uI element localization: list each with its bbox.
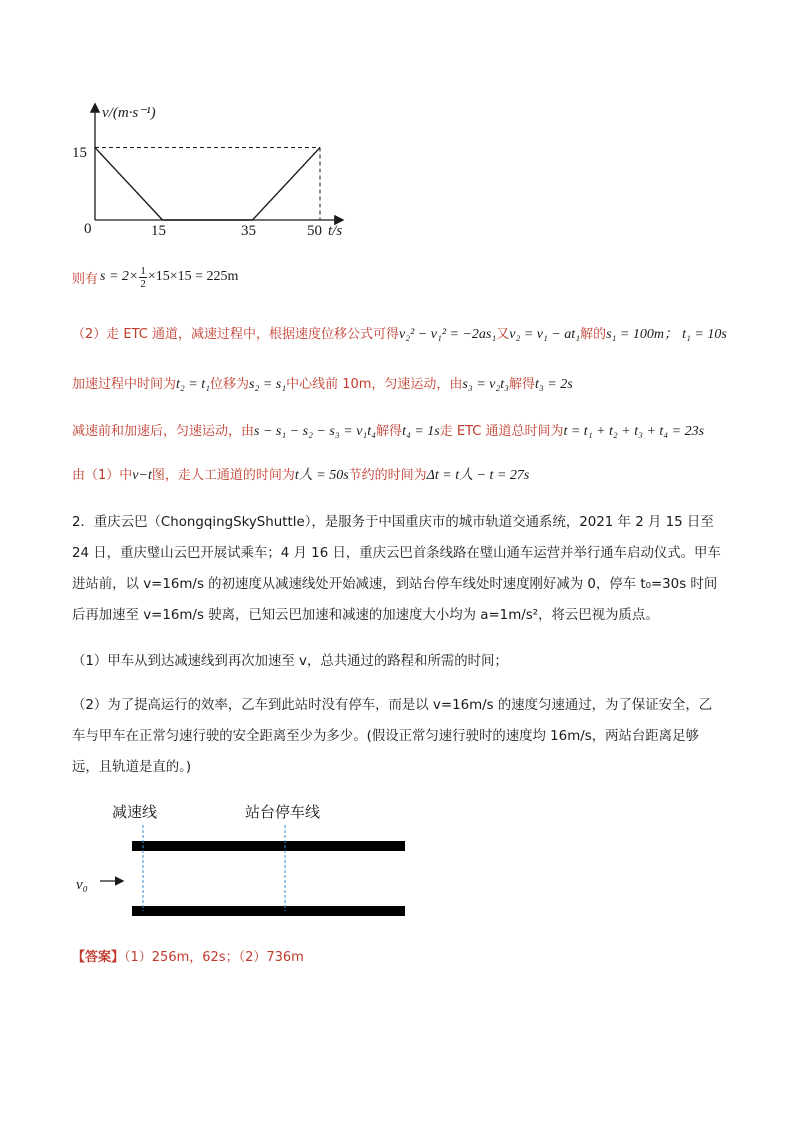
- problem-2-question-2: （2）为了提高运行的效率，乙车到此站时没有停车，而是以 v=16m/s 的速度匀速通过，为了保证安全，乙车与甲车在正常匀速行驶的安全距离至少为多少。(假设正常匀速行驶时的速度均 16m/s，两站台距离足够远，且轨道是直的。): [72, 698, 713, 775]
- fraction-numerator: 1: [140, 264, 146, 277]
- answer-tag: 【答案】: [72, 950, 125, 965]
- fraction-denominator: 2: [140, 277, 146, 290]
- line5-a: 由（1）中: [72, 468, 133, 483]
- line4-m3: t = t₁ + t₂ + t₃ + t₄ = 23s: [563, 424, 705, 439]
- line5-b: 图，走人工通道的时间为: [151, 468, 295, 483]
- line4-m2: t₄ = 1s: [402, 424, 440, 439]
- x-tick-15: 15: [151, 223, 166, 239]
- answer-line: [72, 946, 304, 965]
- stop-line-label: 站台停车线: [245, 803, 321, 821]
- line3-b: 位移为: [209, 377, 249, 392]
- line3-c: 中心线前 10m，匀速运动，由: [286, 377, 463, 392]
- line2-a: （2）走 ETC 通道，减速过程中，根据速度位移公式可得: [72, 327, 400, 342]
- line4-c: 走 ETC 通道总时间为: [439, 424, 564, 439]
- line2-m3: s₁ = 100m；: [606, 327, 678, 342]
- line2-m2: v₂ = v₁ − at₁: [509, 327, 581, 342]
- vt-segment-0: [95, 148, 163, 220]
- x-tick-50: 50: [307, 223, 322, 239]
- upper-rail: [132, 841, 405, 851]
- line1-math: s = 2×: [100, 269, 139, 284]
- line2-c: 解的: [580, 327, 607, 342]
- y-axis-label: v/(m·s⁻¹): [102, 105, 156, 121]
- line4-b: 解得: [376, 424, 403, 439]
- line3-d: 解得: [509, 377, 536, 392]
- line5-m2: t人 = 50s: [294, 468, 349, 483]
- line4-m1: s − s₁ − s₂ − s₃ = v₁t₄: [254, 424, 377, 439]
- answer-text: （1）256m，62s；（2）736m: [124, 950, 304, 965]
- decel-line-label: 减速线: [112, 803, 158, 821]
- vt-segment-2: [253, 148, 321, 220]
- line4-a: 减速前和加速后，匀速运动，由: [72, 424, 255, 439]
- fraction: [139, 265, 147, 290]
- line3-m2: s₂ = s₁: [249, 377, 287, 392]
- origin-label: 0: [84, 221, 92, 237]
- line2-m1: v₂² − v₁² = −2as₁: [399, 327, 497, 342]
- line2-b: 又: [496, 327, 510, 342]
- line5-m3: Δt = t人 − t = 27s: [426, 468, 530, 483]
- x-axis-label: t/s: [328, 223, 343, 239]
- solution-line-2: [72, 323, 727, 343]
- v0-label: v₀: [76, 877, 88, 893]
- solution-line-4: [72, 420, 704, 440]
- solution-line-3: [72, 373, 573, 393]
- line1-rest: ×15×15 = 225m: [147, 269, 239, 284]
- lower-rail: [132, 906, 405, 916]
- x-tick-35: 35: [241, 223, 256, 239]
- line5-c: 节约的时间为: [348, 468, 427, 483]
- solution-line-1: [72, 262, 238, 292]
- problem-2-question-1: （1）甲车从到达减速线到再次加速至 v，总共通过的路程和所需的时间；: [72, 654, 508, 669]
- track-diagram: [70, 795, 415, 925]
- line3-m4: t₃ = 2s: [535, 377, 573, 392]
- line5-m1: v−t: [132, 468, 152, 483]
- line3-m3: s₃ = v₂t₃: [462, 377, 510, 392]
- line1-prefix: 则有: [72, 271, 99, 287]
- problem-2-stem: 2．重庆云巴（ChongqingSkyShuttle），是服务于中国重庆市的城市轨道交通系统，2021 年 2 月 15 日至 24 日，重庆璧山云巴开展试乘车；4 月 16 日，重庆云巴首条线路在璧山通车运营并举行通车启动仪式。甲车进站前，以 v=16m/s 的初速度从减速线处开始减速，到站台停车线处时速度刚好减为 0，停车 t₀=30s 时间后再加速至 v=16m/s 驶离，已知云巴加速和减速的加速度大小均为 a=1m/s²，将云巴视为质点。: [72, 515, 721, 623]
- line3-a: 加速过程中时间为: [72, 377, 177, 392]
- solution-line-5: [72, 464, 529, 484]
- line3-m1: t₂ = t₁: [176, 377, 210, 392]
- vt-graph: [70, 95, 360, 240]
- y-tick-15: 15: [72, 145, 87, 161]
- line2-m4: t₁ = 10s: [682, 327, 727, 342]
